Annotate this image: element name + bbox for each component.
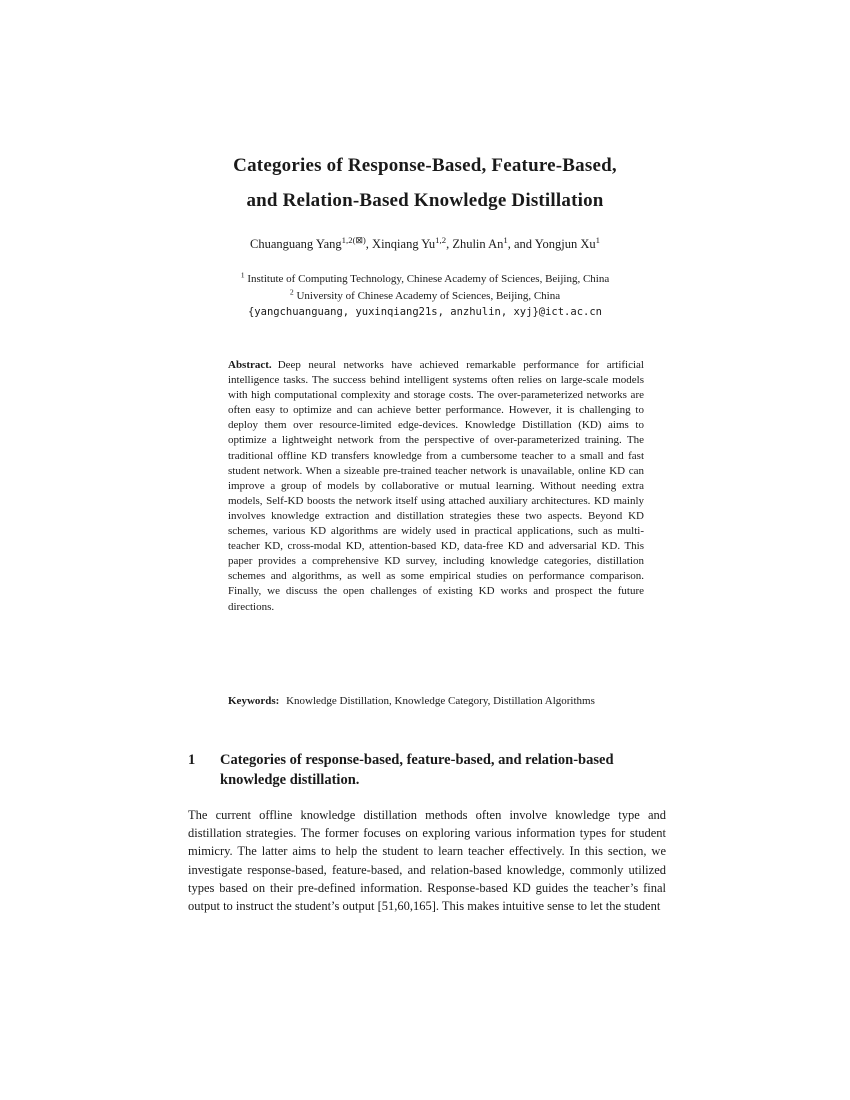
abstract-label: Abstract. <box>228 359 272 371</box>
section-number: 1 <box>188 752 196 768</box>
author-separator: , and <box>507 237 535 251</box>
author-separator: , <box>365 237 373 251</box>
author-name: Chuanguang Yang <box>250 237 342 251</box>
author-name: Xinqiang Yu <box>372 237 436 251</box>
author-superscript: 1,2(⊠) <box>341 234 366 245</box>
affiliation-marker: 1 <box>240 270 245 280</box>
abstract-text: Deep neural networks have achieved remarkable performance for artificial intelligence tasks. The success behind intelligent systems often relies on large-scale models with high computational complexity and storage costs. The over-parameterized networks are often easy to optimize and can achieve better performance. However, it is challenging to deploy them over resource-limited edge-devices. Knowledge Distillation (KD) aims to optimize a lightweight network from the perspective of over-parameterized training. The traditional offline KD transfers knowledge from a cumbersome teacher to a small and fast student network. When a sizeable pre-trained teacher network is unavailable, online KD can improve a group of models by collaborative or mutual learning. Without needing extra models, Self-KD boosts the network itself using attached auxiliary architectures. KD mainly involves knowledge extraction and distillation strategies these two aspects. Beyond KD schemes, various KD algorithms are widely used in practical applications, such as multi-teacher KD, cross-modal KD, attention-based KD, data-free KD and adversarial KD. This paper provides a comprehensive KD survey, including knowledge categories, distillation schemes and algorithms, as well as some empirical studies on performance comparison. Finally, we discuss the open challenges of existing KD works and prospect the future directions. <box>228 359 644 613</box>
keywords-label: Keywords: <box>228 695 280 707</box>
paper-title <box>0 148 850 218</box>
author-superscript: 1 <box>503 234 508 245</box>
author-separator: , <box>446 237 453 251</box>
section-heading <box>188 751 666 790</box>
contact-email: {yangchuanguang, yuxinqiang21s, anzhulin, xyj}@ict.ac.cn <box>247 306 602 318</box>
author-superscript: 1,2 <box>435 234 447 245</box>
affiliation-line: $^1$ Institute of Computing Technology, Chinese Academy of Sciences, Beijing, China <box>240 270 610 285</box>
affiliation-line: $^2$ University of Chinese Academy of Sciences, Beijing, China <box>289 286 561 302</box>
affiliation-marker: 2 <box>289 286 294 296</box>
section-title: Categories of response-based, feature-based, and relation-based knowledge distillation. <box>220 752 614 788</box>
paper-title-line1: Categories of Response-Based, Feature-Based, <box>233 155 617 176</box>
affiliations <box>0 271 850 321</box>
body-paragraph: The current offline knowledge distillation methods often involve knowledge type and distillation strategies. The former focuses on exploring various information types for student mimicry. The latter aims to help the student to learn teacher effectively. In this section, we investigate response-based, feature-based, and relation-based knowledge, commonly utilized types based on their pre-defined information. Response-based KD guides the teacher’s final output to instruct the student’s output [51,60,165]. This makes intuitive sense to let the student <box>188 808 666 914</box>
author-name: Yongjun Xu <box>534 237 596 251</box>
author-line <box>0 234 850 252</box>
keywords-text: Knowledge Distillation, Knowledge Category, Distillation Algorithms <box>283 695 595 707</box>
author-superscript: 1 <box>595 234 600 245</box>
envelope-icon: ⊠ <box>355 234 363 245</box>
keywords <box>228 694 644 709</box>
abstract <box>228 358 644 615</box>
paper-title-line2: and Relation-Based Knowledge Distillation <box>246 190 604 211</box>
author-name: Zhulin An <box>452 237 504 251</box>
